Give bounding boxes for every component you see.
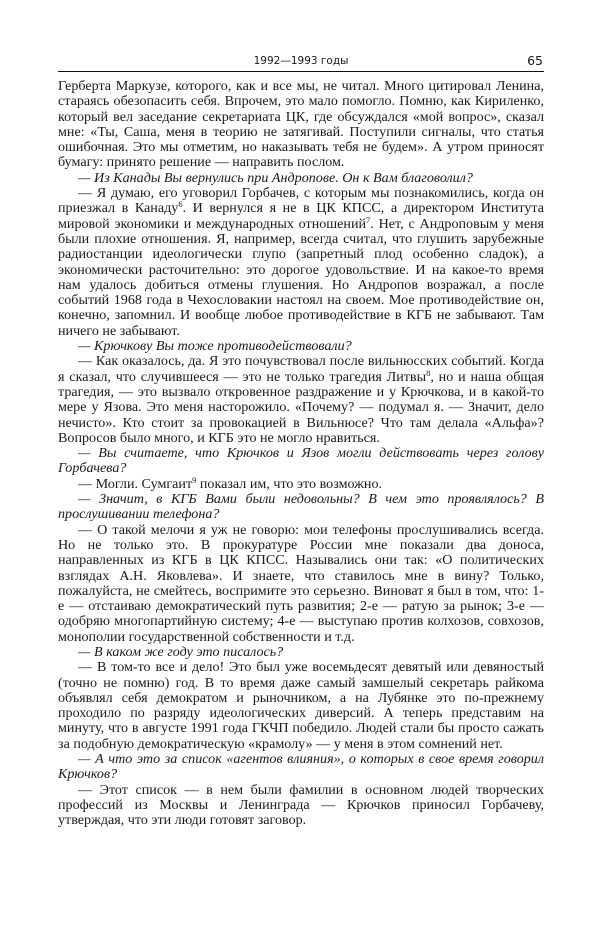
running-title: 1992—1993 годы [253,55,349,67]
interview-answer: — Этот список — в нем были фамилии в основном людей творческих профессий из Москвы и Ленинграда — Крючков приносил Горбачеву, утверждая, что эти люди готовят заговор. [58,781,544,829]
interview-answer: — Как оказалось, да. Я это почувствовал после вильнюсских событий. Когда я сказал, что случившееся — это не только трагедия Литвы$^8$, но и наша общая трагедия, — это вызвало откровенное раздражение и у Крючкова, и в какой-то мере у Язова. Это меня насторожило. «Почему? — подумал я. — Значит, дело нечисто». Кто стоит за провокацией в Вильнюсе? Что там делала «Альфа»? Вопросов было много, и КГБ это не могло нравиться. [58,353,544,446]
interview-question: — Крючкову Вы тоже противодействовали? [78,338,352,355]
footnote-ref-7[interactable]: 7 [366,214,371,225]
running-header [58,52,544,72]
book-page [58,52,544,829]
interview-question: — Вы считаете, что Крючков и Язов могли действовать через голову Горбачева? [58,445,544,477]
footnote-ref-6[interactable]: 6 [178,199,183,210]
interview-answer: — Я думаю, его уговорил Горбачев, с которым мы познакомились, когда он приезжал в Канаду$^6$. И вернулся я не в ЦК КПСС, а директором Института мировой экономики и международных отношений$^7$. Нет, с Андроповым у меня были плохие отношения. Я, например, всегда считал, что глушить зарубежные радиостанции идеологически глупо (запретный плод особенно сладок), а экономически расточительно: это дорогое удовольствие. И на какое-то время нам удалось добиться отмены глушения. Но Андропов возражал, а после событий 1968 года в Чехословакии настоял на своем. Мое противодействие он, конечно, запомнил. И вообще любое противодействие в КГБ не забывают. Там ничего не забывают. [58,185,544,339]
interview-answer: — Могли. Сумгаит$^9$ показал им, что это возможно. [78,474,383,492]
interview-question: — А что это за список «агентов влияния», о которых в свое время говорил Крючков? [58,751,544,783]
footnote-ref-8[interactable]: 8 [426,367,431,378]
interview-answer: — В том-то все и дело! Это был уже восемьдесят девятый или девяностый (точно не помню) год. В то время даже самый замшелый секретарь райкома объявлял себя демократом и рыночником, а на Лубянке это по-прежнему проходило по разряду идеологических диверсий. А теперь представим на минуту, что в августе 1991 года ГКЧП победило. Людей стали бы просто сажать за подобную демократическую «крамолу» — у меня в этом сомнений нет. [58,659,544,752]
paragraph-continued: Герберта Маркузе, которого, как и все мы, не читал. Много цитировал Ленина, стараясь обезопасить себя. Впрочем, это мало помогло. Помню, как Кириленко, который вел заседание секретариата ЦК, где обсуждался «мой вопрос», сказал мне: «Ты, Саша, меня в теорию не затягивай. Поступили сигналы, что статья ошибочная. Это мы отметим, но наказывать тебя не будем». А утром приносят бумагу: принято решение — направить послом. [58,78,544,171]
interview-answer: — О такой мелочи я уж не говорю: мои телефоны прослушивались всегда. Но не только это. В прокуратуре России мне показали два доноса, направленных из КГБ в ЦК КПСС. Назывались они так: «О политических взглядах А.Н. Яковлева». И знаете, что ставилось мне в вину? Только, пожалуйста, не смейтесь, воспримите это серьезно. Виноват я был в том, что: 1-е — отстаиваю демократический путь развития; 2-е — ратую за рынок; 3-е — одобряю многопартийную систему; 4-е — выступаю против колхозов, совхозов, монополии государственной собственности и т.д. [58,521,544,645]
interview-question: — В каком же году это писалось? [78,643,284,660]
page-number: 65 [527,53,543,68]
interview-question: — Из Канады Вы вернулись при Андропове. Он к Вам благоволил? [78,169,473,186]
footnote-ref-9[interactable]: 9 [192,474,197,485]
interview-question: — Значит, в КГБ Вами были недовольны? В чем это проявлялось? В прослушивании телефона? [58,491,544,523]
page-body [58,79,544,829]
